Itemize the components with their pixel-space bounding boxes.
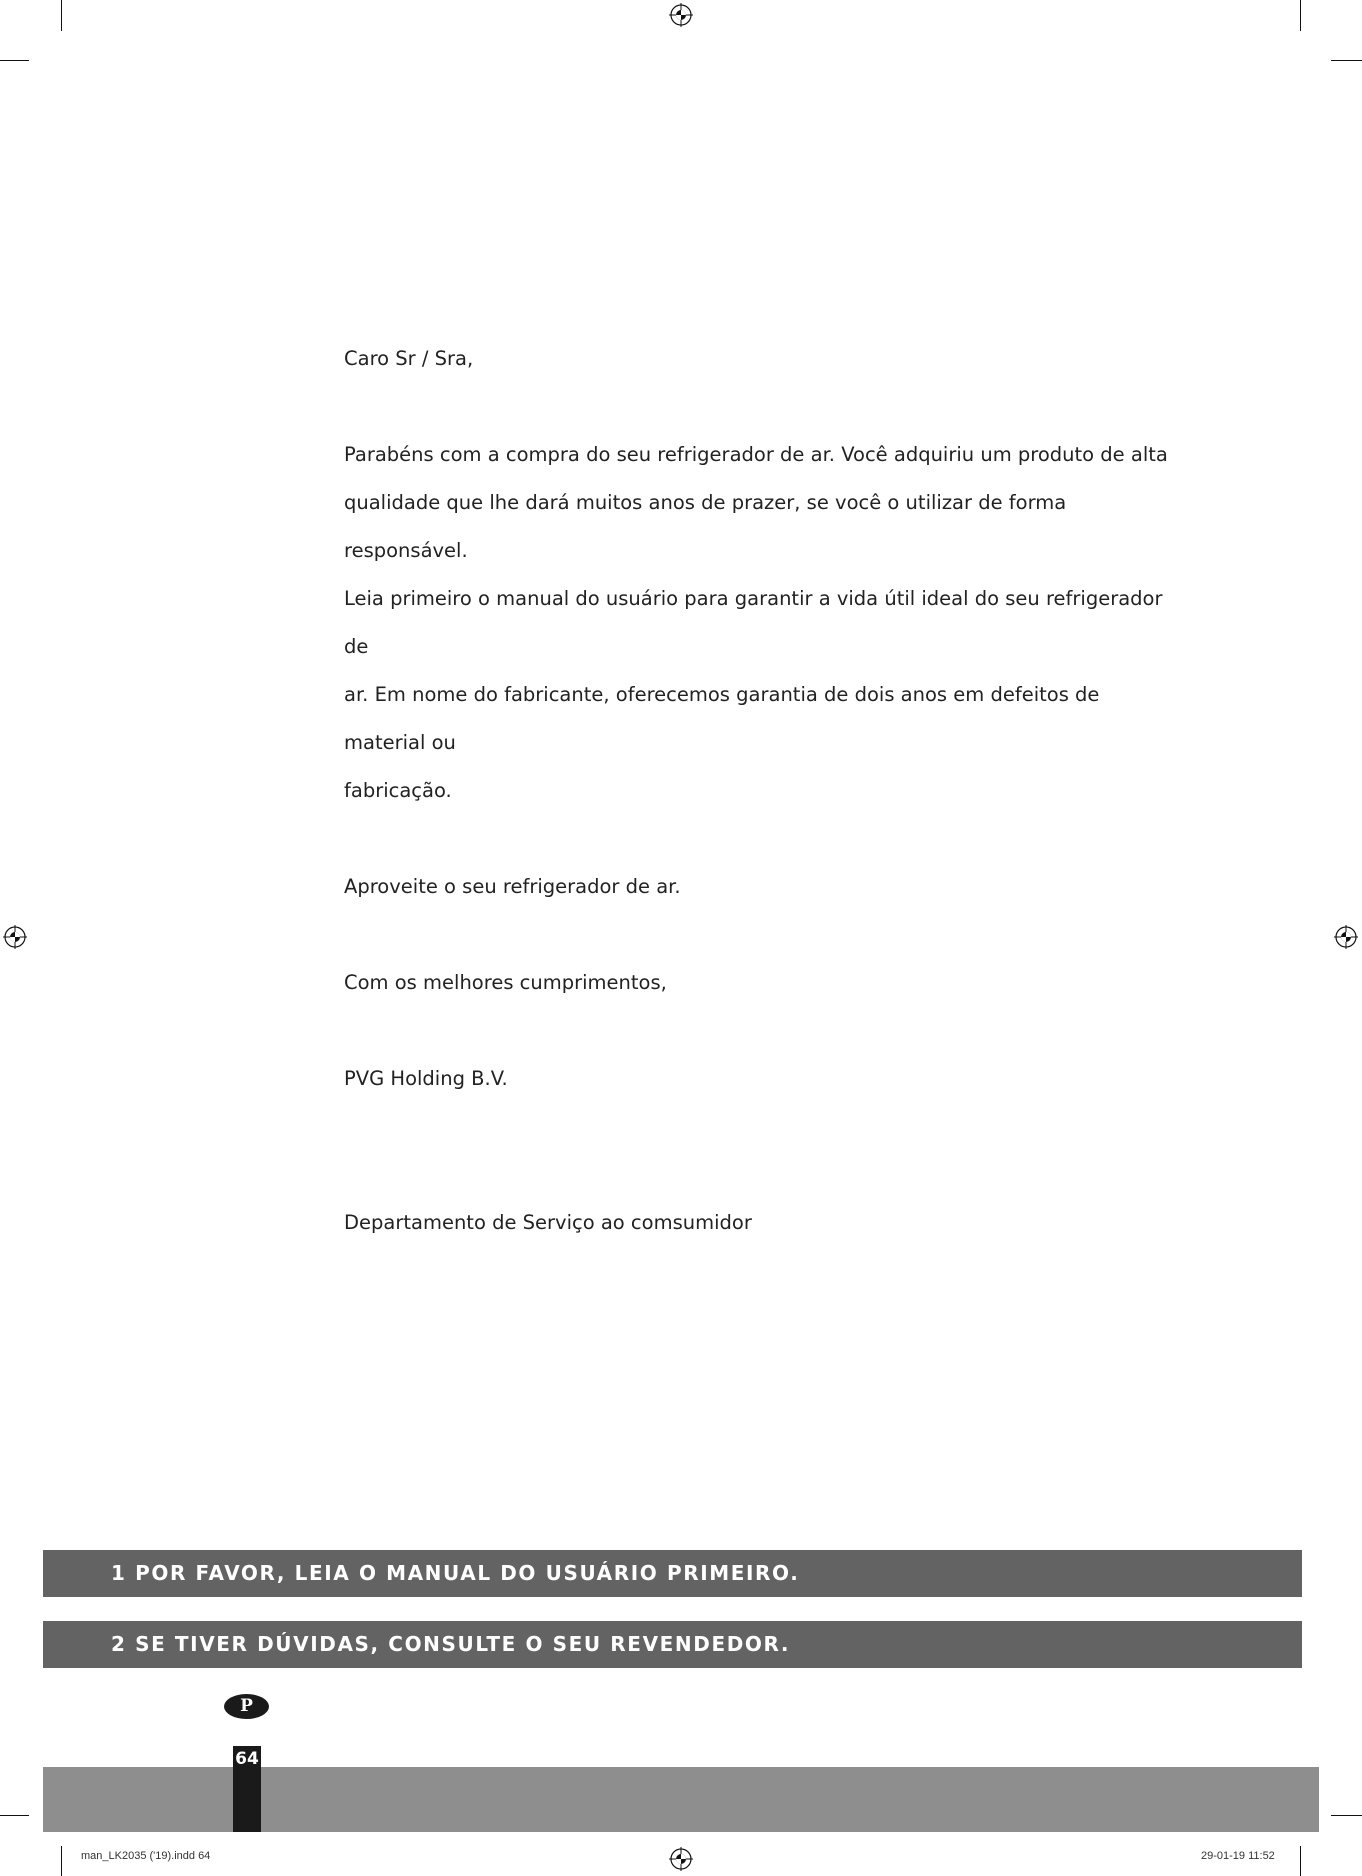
body-line: Leia primeiro o manual do usuário para garantir a vida útil ideal do seu refrigerador de — [344, 587, 1163, 658]
notice-bar-2: 2 SE TIVER DÚVIDAS, CONSULTE O SEU REVENDEDOR. — [43, 1621, 1302, 1668]
slug-datetime: 29-01-19 11:52 — [1201, 1850, 1275, 1862]
body-line: Parabéns com a compra do seu refrigerador de ar. Você adquiriu um produto de alta — [344, 443, 1168, 466]
notice-bar-1: 1 POR FAVOR, LEIA O MANUAL DO USUÁRIO PRIMEIRO. — [43, 1550, 1302, 1597]
salutation: Caro Sr / Sra, — [344, 347, 474, 370]
crop-mark-top-right-h — [1331, 60, 1362, 61]
registration-mark-icon — [3, 925, 27, 949]
registration-mark-icon — [669, 3, 693, 27]
enjoy-line: Aproveite o seu refrigerador de ar. — [344, 875, 681, 898]
registration-mark-icon — [1334, 925, 1358, 949]
slug-filename: man_LK2035 ('19).indd 64 — [81, 1850, 211, 1862]
crop-mark-bottom-right-h — [1331, 1815, 1362, 1816]
page-number: 64 — [235, 1749, 259, 1769]
crop-mark-top-right-v — [1300, 0, 1301, 31]
registration-mark-icon — [669, 1847, 693, 1871]
department-name: Departamento de Serviço ao comsumidor — [344, 1211, 752, 1234]
body-line: fabricação. — [344, 779, 452, 802]
body-line: qualidade que lhe dará muitos anos de prazer, se você o utilizar de forma responsável. — [344, 491, 1067, 562]
crop-mark-bottom-left-h — [0, 1815, 29, 1816]
page-number-tab — [233, 1746, 261, 1832]
company-name: PVG Holding B.V. — [344, 1067, 508, 1090]
crop-mark-top-left-v — [61, 0, 62, 31]
body-line: ar. Em nome do fabricante, oferecemos garantia de dois anos em defeitos de material ou — [344, 683, 1100, 754]
crop-mark-bottom-left-v — [61, 1846, 62, 1876]
language-badge: P — [224, 1694, 269, 1719]
crop-mark-top-left-h — [0, 60, 29, 61]
crop-mark-bottom-right-v — [1300, 1846, 1301, 1876]
closing-line: Com os melhores cumprimentos, — [344, 971, 667, 994]
letter — [344, 335, 1184, 1247]
